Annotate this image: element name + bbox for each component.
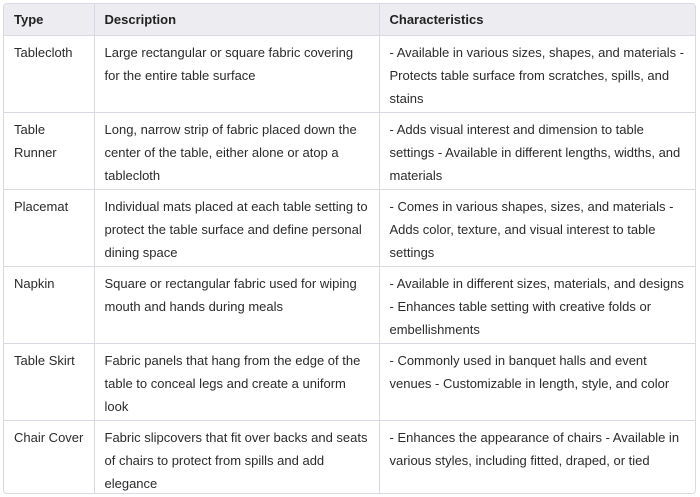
cell-description: Fabric slipcovers that fit over backs and seats of chairs to protect from spills and add elegance bbox=[94, 421, 379, 495]
cell-characteristics: - Comes in various shapes, sizes, and materials - Adds color, texture, and visual interest to table settings bbox=[379, 190, 695, 267]
cell-description: Large rectangular or square fabric covering for the entire table surface bbox=[94, 36, 379, 113]
table-row bbox=[4, 190, 695, 267]
table-row bbox=[4, 344, 695, 421]
cell-characteristics: - Enhances the appearance of chairs - Available in various styles, including fitted, draped, or tied bbox=[379, 421, 695, 495]
table-header-row bbox=[4, 4, 695, 36]
table-row bbox=[4, 36, 695, 113]
table-row bbox=[4, 113, 695, 190]
cell-description: Square or rectangular fabric used for wiping mouth and hands during meals bbox=[94, 267, 379, 344]
cell-description: Fabric panels that hang from the edge of the table to conceal legs and create a uniform look bbox=[94, 344, 379, 421]
cell-type: Chair Cover bbox=[4, 421, 94, 495]
cell-characteristics: - Adds visual interest and dimension to table settings - Available in different lengths, widths, and materials bbox=[379, 113, 695, 190]
table-row bbox=[4, 267, 695, 344]
cell-characteristics: - Available in different sizes, materials, and designs - Enhances table setting with creative folds or embellishments bbox=[379, 267, 695, 344]
cell-type: Table Runner bbox=[4, 113, 94, 190]
linen-types-table-container bbox=[3, 3, 696, 494]
table-row bbox=[4, 421, 695, 495]
cell-type: Napkin bbox=[4, 267, 94, 344]
cell-characteristics: - Available in various sizes, shapes, and materials - Protects table surface from scratches, spills, and stains bbox=[379, 36, 695, 113]
cell-characteristics: - Commonly used in banquet halls and event venues - Customizable in length, style, and color bbox=[379, 344, 695, 421]
cell-type: Placemat bbox=[4, 190, 94, 267]
linen-types-table bbox=[4, 4, 695, 494]
cell-description: Individual mats placed at each table setting to protect the table surface and define personal dining space bbox=[94, 190, 379, 267]
header-type: Type bbox=[4, 4, 94, 36]
cell-description: Long, narrow strip of fabric placed down the center of the table, either alone or atop a tablecloth bbox=[94, 113, 379, 190]
cell-type: Tablecloth bbox=[4, 36, 94, 113]
header-characteristics: Characteristics bbox=[379, 4, 695, 36]
cell-type: Table Skirt bbox=[4, 344, 94, 421]
header-description: Description bbox=[94, 4, 379, 36]
